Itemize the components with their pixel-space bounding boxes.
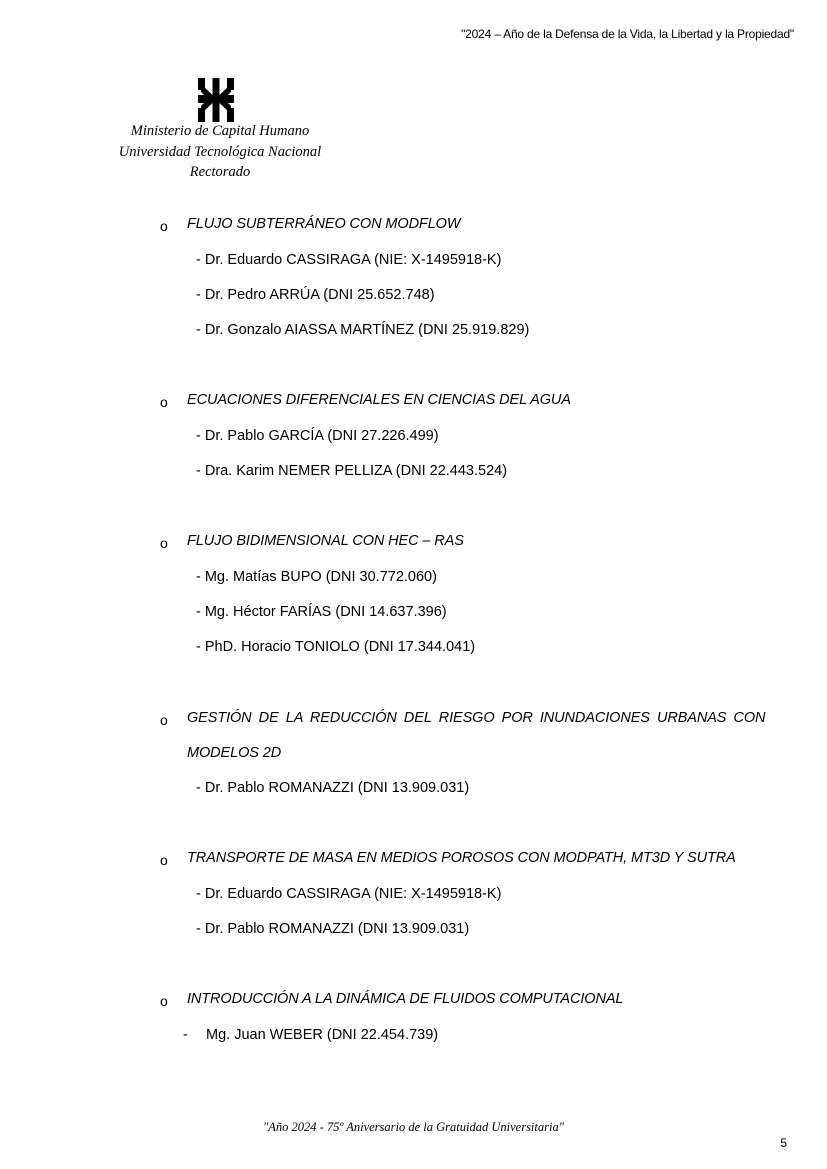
bullet-icon: o xyxy=(160,218,168,234)
course-title-line-2: MODELOS 2D xyxy=(187,745,282,761)
instructor-item: Mg. Juan WEBER (DNI 22.454.739) xyxy=(206,1027,439,1043)
office-name: Rectorado xyxy=(189,164,251,180)
university-name: Universidad Tecnológica Nacional xyxy=(118,143,322,160)
instructor-item: - PhD. Horacio TONIOLO (DNI 17.344.041) xyxy=(196,639,476,655)
bullet-icon: o xyxy=(160,394,168,410)
instructor-item: - Mg. Matías BUPO (DNI 30.772.060) xyxy=(196,569,437,585)
course-title-line-1: GESTIÓN DE LA REDUCCIÓN DEL RIESGO POR INUNDACIONES URBANAS CON xyxy=(187,710,766,726)
course-title: INTRODUCCIÓN A LA DINÁMICA DE FLUIDOS COMPUTACIONAL xyxy=(187,991,624,1007)
page-number: 5 xyxy=(780,1136,787,1150)
instructor-item: - Mg. Héctor FARÍAS (DNI 14.637.396) xyxy=(196,604,447,620)
course-title: FLUJO BIDIMENSIONAL CON HEC – RAS xyxy=(187,533,464,549)
instructor-item: - Dr. Pablo GARCÍA (DNI 27.226.499) xyxy=(196,428,439,444)
instructor-item: - Dr. Pablo ROMANAZZI (DNI 13.909.031) xyxy=(196,921,470,937)
bullet-icon: o xyxy=(160,852,168,868)
instructor-item: - Dr. Gonzalo AIASSA MARTÍNEZ (DNI 25.919.829) xyxy=(196,322,530,338)
instructor-item: - Dr. Pedro ARRÚA (DNI 25.652.748) xyxy=(196,287,435,303)
course-title: ECUACIONES DIFERENCIALES EN CIENCIAS DEL AGUA xyxy=(187,392,571,408)
course-title: FLUJO SUBTERRÁNEO CON MODFLOW xyxy=(187,216,461,232)
dash-marker: - xyxy=(183,1027,188,1043)
bullet-icon: o xyxy=(160,535,168,551)
instructor-item: - Dr. Eduardo CASSIRAGA (NIE: X-1495918-K) xyxy=(196,252,502,268)
header-motto: "2024 – Año de la Defensa de la Vida, la Libertad y la Propiedad" xyxy=(461,27,794,41)
institution-heading xyxy=(90,121,350,183)
course-title: TRANSPORTE DE MASA EN MEDIOS POROSOS CON MODPATH, MT3D Y SUTRA xyxy=(187,850,736,866)
bullet-icon: o xyxy=(160,712,168,728)
instructor-item: - Dr. Eduardo CASSIRAGA (NIE: X-1495918-K) xyxy=(196,886,502,902)
ministry-name: Ministerio de Capital Humano xyxy=(130,123,310,139)
footer-motto: "Año 2024 - 75º Aniversario de la Gratuidad Universitaria" xyxy=(263,1120,564,1134)
instructor-item: - Dr. Pablo ROMANAZZI (DNI 13.909.031) xyxy=(196,780,470,796)
instructor-item: - Dra. Karim NEMER PELLIZA (DNI 22.443.524) xyxy=(196,463,508,479)
bullet-icon: o xyxy=(160,993,168,1009)
utn-logo-icon xyxy=(198,78,234,122)
